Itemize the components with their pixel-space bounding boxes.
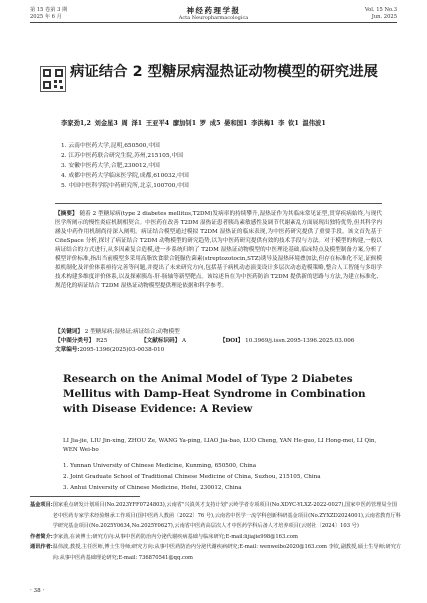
article-number-value: 2095-1396(2025)03-0038-010 bbox=[79, 347, 165, 353]
keywords-text-cn: 2 型糖尿病;湿热证;病证结合;动物模型 bbox=[82, 329, 180, 335]
footnote-author-bio bbox=[30, 542, 402, 563]
article-number-label: 文章编号: bbox=[55, 347, 80, 353]
abstract-cn bbox=[55, 210, 382, 291]
corresponding-label: 作者简介: bbox=[30, 533, 53, 540]
header-right bbox=[365, 7, 397, 21]
clc-value: R25 bbox=[94, 338, 108, 344]
header-rule bbox=[30, 22, 397, 23]
date-label-cn: 2025 年 6 月 bbox=[30, 14, 62, 20]
affiliation-cn: 5. 中国中医科学院中药研究所,北京,100700,中国 bbox=[61, 183, 189, 190]
corresponding-text: 李家劲,在读博士;研究方向:从事中医药防治内分泌代谢疾病基础与临床研究;E-mail:lijiajie998@163.com bbox=[52, 533, 298, 540]
volume-label-en: Vol. 15 No.3 bbox=[364, 7, 397, 13]
page-number: · 38 · bbox=[30, 588, 45, 594]
abstract-label-cn: 【摘要】 bbox=[55, 211, 78, 217]
affiliation-cn: 1. 云南中医药大学,昆明,650500,中国 bbox=[61, 143, 160, 149]
funding-text: 国家重点研发计划项目(No.2023YFF0724803),云南省"兴滇英才支持计划"云岭学者专项项目(No.XDYC-YLXZ-2022-0027),国家中医药管理局全国老中医药专家学术经验继承工作项目(国中医药人教函〔2022〕76 号),云南省中医学一流学科创新科研基金项目(No.ZYXZD2024001),云南省教育厅科学研究基金项目(No.2025Y0634,No.2025Y0627),云南省中医药高层次人才中医药学科后备人才培养项目(云财社〔2024〕103 号) bbox=[52, 502, 401, 529]
issue-label-cn: 第 15 卷第 3 期 bbox=[30, 7, 68, 13]
doc-code-value: A bbox=[180, 338, 187, 344]
authors-cn: 李家劲1,2 刘金星3 周 泽1 王亚平4 廖加钊1 罗 成5 晏和国1 李洪梅1 李 钦1 温伟波1 bbox=[61, 120, 326, 127]
affiliation-cn: 3. 安徽中医药大学,合肥,230012,中国 bbox=[61, 163, 160, 170]
header-center bbox=[0, 6, 427, 21]
footnote-funding bbox=[30, 500, 402, 532]
clc-label: 【中图分类号】 bbox=[55, 338, 95, 344]
footnotes bbox=[30, 500, 402, 563]
funding-label: 基金项目: bbox=[30, 502, 53, 508]
doi-value[interactable]: 10.3969/j.issn.2095-1396.2025.03.006 bbox=[243, 338, 355, 344]
abstract-rule bbox=[55, 203, 382, 204]
affiliation-en: 1. Yunnan University of Chinese Medicine, Kunming, 650500, China bbox=[63, 463, 257, 469]
affiliation-cn: 4. 成都中医药大学临床医学院,成都,610032,中国 bbox=[61, 173, 189, 180]
cnki-logo-icon bbox=[40, 66, 66, 92]
article-number-row bbox=[55, 346, 164, 355]
affiliations-en bbox=[63, 461, 383, 493]
footnote-corresponding bbox=[30, 532, 402, 543]
date-label-en: Jun. 2025 bbox=[371, 14, 397, 20]
author-bio-text: 温伟波,教授,主任医师,博士生导师;研究方向:从事中医药防治内分泌代谢疾病研究;E-mail: wenweibo2020@163.com 李钦,副教授,硕士生导师;研究方向:从事中医药基础理论研究;E-mail: 736870541@qq.com bbox=[52, 544, 402, 561]
footnote-rule bbox=[30, 496, 140, 497]
journal-title-cn: 神经药理学报 bbox=[186, 6, 241, 15]
article-title-cn: 病证结合 2 型糖尿病湿热证动物模型的研究进展 bbox=[70, 64, 378, 80]
affiliation-cn: 2. 江苏中医药联合研究生院,苏州,215105,中国 bbox=[61, 153, 183, 160]
authors-en: LI Jia-jie, LIU Jin-xing, ZHOU Ze, WANG Ya-ping, LIAO Jia-bao, LUO Cheng, YAN He-guo, LI Hong-mei, LI Qin, WEN Wei-bo bbox=[63, 438, 377, 454]
abstract-text-cn: 随着 2 型糖尿病(type 2 diabetes mellitus,T2DM)发病率的持续攀升,湿热证作为其临床常见证型,贯穿疾病始终,与现代医学所阐示的慢性炎症机制相契合。中医药在改善 T2DM 湿热证患者胰岛素敏感性及调节代谢紊乱方面展现出独特优势,但其科学内涵及中药作用机制尚待深入阐明。病证结合模型通过模拟 T2DM 湿热证的临床表现,为中医药研究提供了重要手段。该文首先基于 CiteSpace 分析,探讨了病证结合 T2DM 动物模型的研究趋势,以为中医药研究提供有效的技术手段与方法。对于模型的构建,一般以病证结合的方式进行,从多因素复合造模,进一步系统归纳了 T2DM 湿热证动物模型的中医理论基础,临床特点及模型制备方案,分析了模型评价标准,指出当前模型多采用高脂饮食联合链脲佐菌素(streptozotocin,STZ)诱导及湿热环境叠加法,但存在标准化不足,证候模拟机制化及评价体系亟待完善等问题,并提出了未来研究方向,包括基于病机动态演变设计多层次动态造模策略,整合人工智能与多组学技术构建多维度评价体系,以及探索胰岛-肝-肠轴等新型靶点。该综述旨在为中医药防治 T2DM 提供新的思路与方法,为建立标准化、规范化的病证结合 T2DM 湿热证动物模型提供理论依据和科学参考。 bbox=[55, 211, 382, 290]
keywords-label-cn: 【关键词】 bbox=[55, 329, 83, 335]
affiliations-cn bbox=[61, 141, 189, 191]
classification-row bbox=[55, 337, 382, 346]
keywords-cn bbox=[55, 328, 382, 337]
author-bio-label: 通讯作者: bbox=[30, 544, 53, 550]
doc-code-label: 【文献标识码】 bbox=[141, 338, 181, 344]
article-title-en: Research on the Animal Model of Type 2 Diabetes Mellitus with Damp-Heat Syndrome in Combination with Disease Evidence: A Review bbox=[63, 373, 366, 415]
affiliation-en: 3. Anhui University of Chinese Medicine, Hefei, 230012, China bbox=[63, 484, 242, 491]
journal-title-en: Acta Neuropharmacologica bbox=[178, 15, 249, 21]
affiliation-en: 2. Joint Graduate School of Traditional Chinese Medicine of China, Suzhou, 215105, China bbox=[63, 473, 321, 480]
doi-label: 【DOI】 bbox=[219, 338, 244, 344]
